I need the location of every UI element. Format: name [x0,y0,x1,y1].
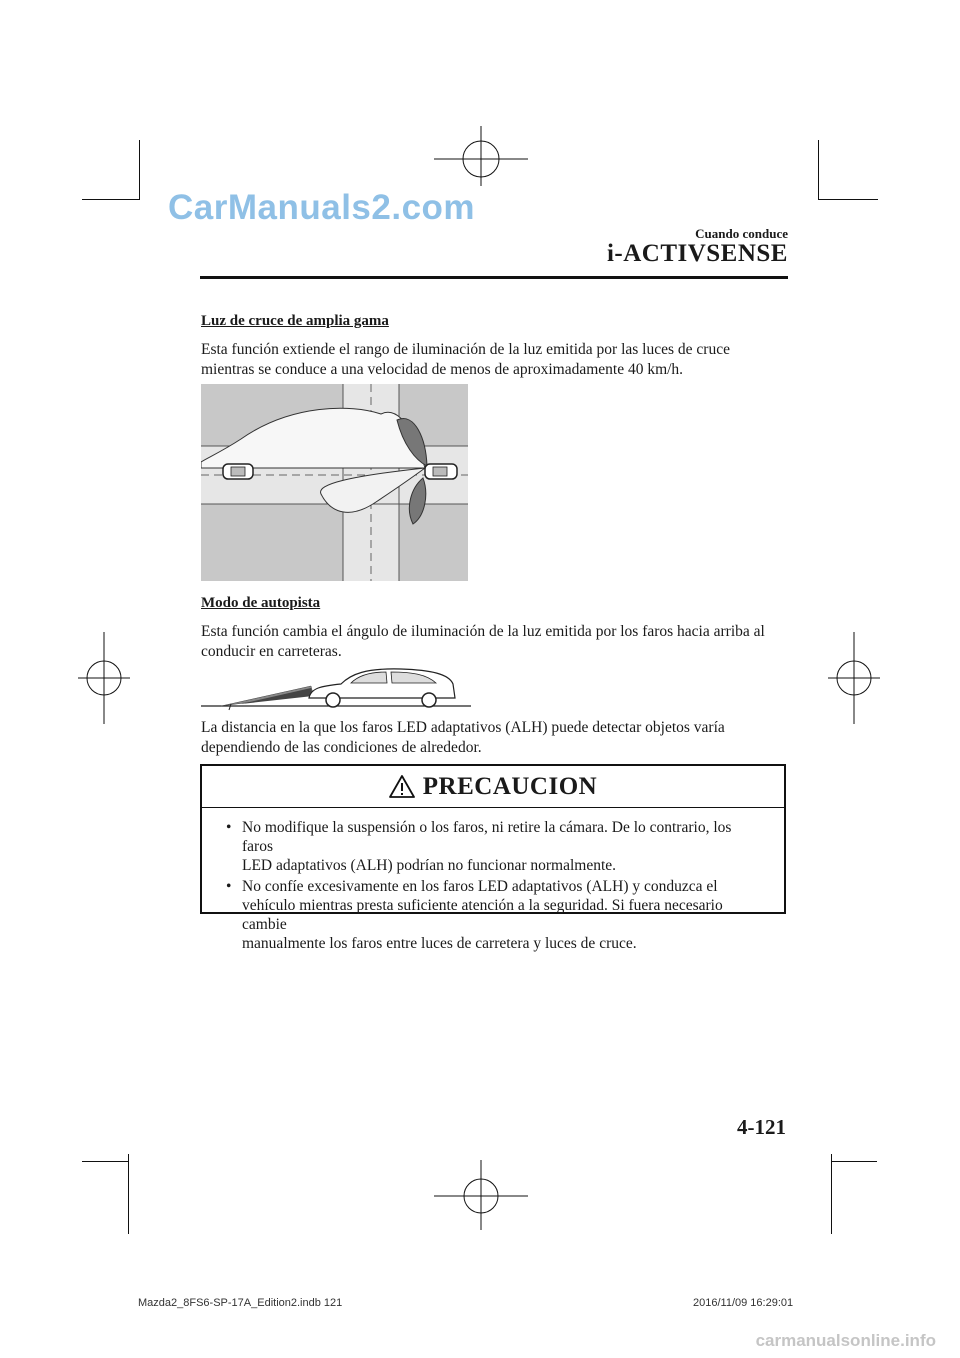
text-line: • No confíe excesivamente en los faros LED adaptativos (ALH) y conduzca el [242,878,718,895]
heading-highway-mode: Modo de autopista [201,595,321,611]
caution-title: PRECAUCION [422,772,598,800]
paragraph-detection-distance [201,718,787,758]
footer-date: 2016/11/09 16:29:01 [693,1297,794,1309]
text-line: conducir en carreteras. [201,643,342,660]
footer-file-info: Mazda2_8FS6-SP-17A_Edition2.indb 121 [138,1297,343,1309]
page-number: 4-121 [737,1115,786,1139]
chapter-title: Cuando conduce [695,226,788,241]
caution-item [226,818,766,875]
text-line: mientras se conduce a una velocidad de menos de aproximadamente 40 km/h. [201,361,684,378]
text-line: Esta función cambia el ángulo de iluminación de la luz emitida por los faros hacia arriba al [201,623,765,640]
caution-box [200,764,786,952]
text-line: • No modifique la suspensión o los faros, ni retire la cámara. De lo contrario, los faros [242,819,732,855]
heading-wide-range-low-beam: Luz de cruce de amplia gama [201,313,389,329]
registration-mark-right [828,632,880,724]
footer-site-watermark[interactable]: carmanualsonline.info [755,1331,936,1350]
text-line: dependiendo de las condiciones de alrededor. [201,739,482,756]
caution-item [226,877,766,953]
registration-mark-left [78,632,130,724]
text-line: LED adaptativos (ALH) podrían no funcionar normalmente. [242,857,617,874]
watermark-logo[interactable]: CarManuals2.com [168,188,476,227]
paragraph-highway-mode [201,622,787,662]
caution-list [202,808,784,953]
intersection-illustration [201,384,468,581]
text-line: vehículo mientras presta suficiente atención a la seguridad. Si fuera necesario cambie [242,897,723,933]
text-line: Esta función extiende el rango de iluminación de la luz emitida por las luces de cruce [201,341,730,358]
caution-header [202,766,784,808]
text-line: manualmente los faros entre luces de carretera y luces de cruce. [242,935,637,952]
section-title: i-ACTIVSENSE [606,240,788,267]
paragraph-wide-range [201,340,787,380]
car-headlight-angle-illustration [201,664,471,714]
text-line: La distancia en la que los faros LED adaptativos (ALH) puede detectar objetos varía [201,719,725,736]
header-rule [200,276,788,279]
warning-triangle-icon [389,775,415,798]
registration-mark-bottom [434,1160,528,1230]
